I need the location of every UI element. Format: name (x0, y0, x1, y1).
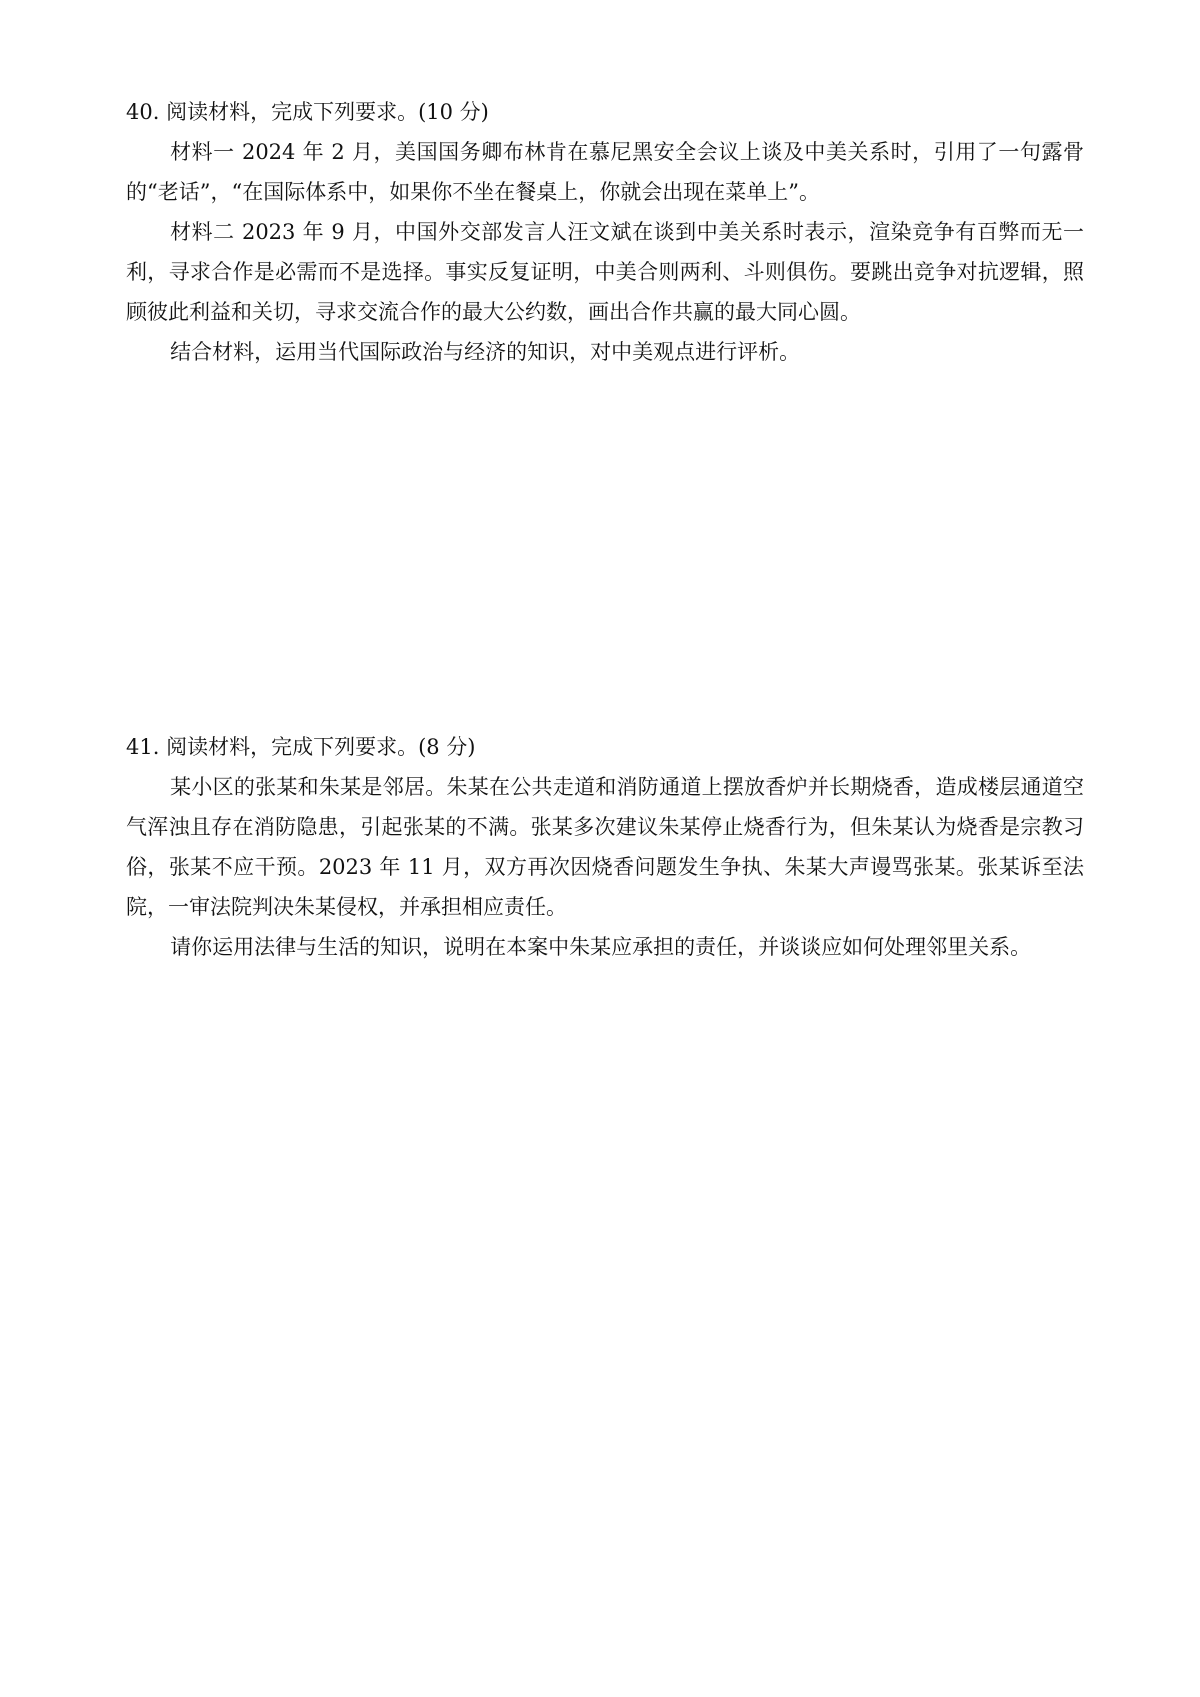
question-40-material-1: 材料一 2024 年 2 月，美国国务卿布林肯在慕尼黑安全会议上谈及中美关系时，引用了一句露骨的“老话”，“在国际体系中，如果你不坐在餐桌上，你就会出现在菜单上”。 (126, 140, 1084, 204)
question-40-material-2: 材料二 2023 年 9 月，中国外交部发言人汪文斌在谈到中美关系时表示，渲染竞争有百弊而无一利，寻求合作是必需而不是选择。事实反复证明，中美合则两利、斗则俱伤。要跳出竞争对抗逻辑，照顾彼此利益和关切，寻求交流合作的最大公约数，画出合作共赢的最大同心圆。 (126, 220, 1084, 324)
question-40-prompt: 结合材料，运用当代国际政治与经济的知识，对中美观点进行评析。 (170, 340, 801, 364)
question-40-title: 40. 阅读材料，完成下列要求。(10 分) (126, 100, 489, 124)
question-41-material: 某小区的张某和朱某是邻居。朱某在公共走道和消防通道上摆放香炉并长期烧香，造成楼层通道空气浑浊且存在消防隐患，引起张某的不满。张某多次建议朱某停止烧香行为，但朱某认为烧香是宗教习俗，张某不应干预。2023 年 11 月，双方再次因烧香问题发生争执、朱某大声谩骂张某。张某诉至法院，一审法院判决朱某侵权，并承担相应责任。 (126, 775, 1084, 919)
question-41-prompt: 请你运用法律与生活的知识，说明在本案中朱某应承担的责任，并谈谈应如何处理邻里关系。 (170, 935, 1032, 959)
question-41-title: 41. 阅读材料，完成下列要求。(8 分) (126, 735, 476, 759)
question-40 (126, 92, 1084, 372)
question-41 (126, 727, 1084, 967)
